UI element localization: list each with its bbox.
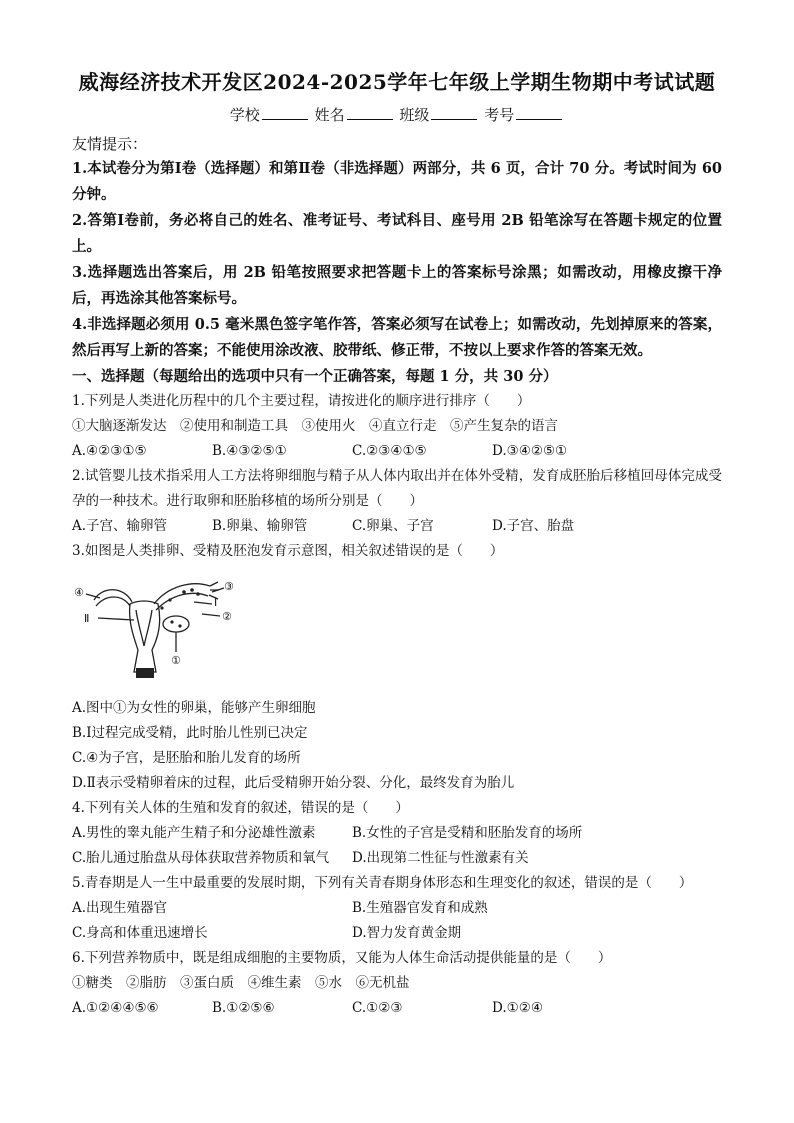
- question-1-stem: 1.下列是人类进化历程中的几个主要过程，请按进化的顺序进行排序（ ）: [72, 393, 531, 409]
- uterus-outline: [130, 601, 160, 672]
- q1-option-d: D.③④②⑤①: [492, 443, 568, 459]
- label-I: Ⅰ: [214, 596, 218, 609]
- q2-option-b: B.卵巢、输卵管: [212, 518, 308, 534]
- q3-option-d: D.Ⅱ表示受精卵着床的过程，此后受精卵开始分裂、分化，最终发育为胎儿: [72, 775, 515, 791]
- q6-option-d: D.①②④: [492, 1000, 543, 1016]
- q2-option-a: A.子宫、输卵管: [72, 518, 168, 534]
- class-blank: [431, 105, 477, 120]
- q3-option-c: C.④为子宫，是胚胎和胎儿发育的场所: [72, 750, 301, 766]
- label-4: ④: [74, 586, 84, 599]
- q5-option-c: C.身高和体重迅速增长: [72, 925, 208, 941]
- exam-title: 威海经济技术开发区2024-2025学年七年级上学期生物期中考试试题: [78, 70, 716, 94]
- q6-option-b: B.①②⑤⑥: [212, 1000, 275, 1016]
- pointer-2: [202, 614, 220, 616]
- exam-number-label: 考号: [484, 106, 515, 124]
- q1-option-b: B.④③②⑤①: [212, 443, 287, 459]
- q4-option-b: B.女性的子宫是受精和胚胎发育的场所: [352, 825, 583, 841]
- question-6-stem: 6.下列营养物质中，既是组成细胞的主要物质，又能为人体生命活动提供能量的是（ ）: [72, 950, 612, 966]
- section-heading: 一、选择题（每题给出的选项中只有一个正确答案，每题 1 分，共 30 分）: [72, 368, 558, 385]
- ovary-shape: [163, 616, 189, 632]
- pointer-I: [194, 602, 212, 604]
- tips-heading: 友情提示：: [72, 135, 148, 153]
- q4-option-c: C.胎儿通过胎盘从母体获取营养物质和氧气: [72, 850, 330, 866]
- question-4-stem: 4.下列有关人体的生殖和发育的叙述，错误的是（ ）: [72, 800, 409, 816]
- label-3: ③: [224, 580, 234, 593]
- question-5-options: [72, 896, 722, 946]
- q5-option-b: B.生殖器官发育和成熟: [352, 900, 488, 916]
- label-II: Ⅱ: [84, 612, 90, 625]
- question-2-options: [72, 514, 722, 539]
- question-6-items: ①糖类 ②脂肪 ③蛋白质 ④维生素 ⑤水 ⑥无机盐: [72, 975, 410, 991]
- exam-number-blank: [516, 105, 562, 120]
- question-5-stem: 5.青春期是人一生中最重要的发展时期，下列有关青春期身体形态和生理变化的叙述，错误的是（ ）: [72, 875, 693, 891]
- q2-option-c: C.卵巢、子宫: [352, 518, 434, 534]
- q2-option-d: D.子宫、胎盘: [492, 518, 575, 534]
- right-tube-inner-line: [156, 593, 208, 610]
- q3-option-a: A.图中①为女性的卵巢，能够产生卵细胞: [72, 700, 316, 716]
- school-label: 学校: [229, 106, 260, 124]
- vagina-block: [136, 668, 154, 678]
- school-blank: [262, 105, 308, 120]
- student-info-line: [72, 104, 722, 126]
- name-blank: [347, 105, 393, 120]
- q6-option-a: A.①②④④⑤⑥: [72, 1000, 159, 1016]
- tip-2: 2.答第Ⅰ卷前，务必将自己的姓名、准考证号、考试科目、座号用 2B 铅笔涂写在答题卡规定的位置上。: [72, 212, 722, 255]
- q5-option-a: A.出现生殖器官: [72, 900, 168, 916]
- q6-option-c: C.①②③: [352, 1000, 403, 1016]
- question-1-options: [72, 439, 722, 464]
- reproduction-diagram: [72, 572, 252, 684]
- left-tube-line: [94, 590, 132, 602]
- q4-option-d: D.出现第二性征与性激素有关: [352, 850, 529, 866]
- left-tube-inner-line: [96, 597, 130, 606]
- question-2-stem: 2.试管婴儿技术指采用人工方法将卵细胞与精子从人体内取出并在体外受精，发育成胚胎后移植回母体完成受孕的一种技术。进行取卵和胚胎移植的场所分别是（ ）: [72, 468, 722, 509]
- question-1-items: ①大脑逐渐发达 ②使用和制造工具 ③使用火 ④直立行走 ⑤产生复杂的语言: [72, 418, 558, 434]
- q3-option-b: B.Ⅰ过程完成受精，此时胎儿性别已决定: [72, 725, 308, 741]
- tip-4: 4.非选择题必须用 0.5 毫米黑色签字笔作答，答案必须写在试卷上；如需改动，先划掉原来的答案，然后再写上新的答案；不能使用涂改液、胶带纸、修正带，不按以上要求作答的答案无效。: [72, 316, 722, 359]
- q4-option-a: A.男性的睾丸能产生精子和分泌雄性激素: [72, 825, 316, 841]
- uterus-cavity-line: [136, 610, 152, 646]
- name-label: 姓名: [314, 106, 345, 124]
- label-2: ②: [222, 610, 232, 623]
- tip-1: 1.本试卷分为第Ⅰ卷（选择题）和第Ⅱ卷（非选择题）两部分，共 6 页，合计 70 分。考试时间为 60 分钟。: [72, 160, 722, 203]
- class-label: 班级: [399, 106, 430, 124]
- question-3-stem: 3.如图是人类排卵、受精及胚泡发育示意图，相关叙述错误的是（ ）: [72, 543, 504, 559]
- tip-3: 3.选择题选出答案后，用 2B 铅笔按照要求把答题卡上的答案标号涂黑；如需改动，用橡皮擦干净后，再选涂其他答案标号。: [72, 264, 722, 307]
- q1-option-a: A.④②③①⑤: [72, 443, 147, 459]
- question-6-options: [72, 996, 722, 1021]
- question-4-options: [72, 821, 722, 871]
- pointer-II: [98, 618, 134, 620]
- q1-option-c: C.②③④①⑤: [352, 443, 427, 459]
- q5-option-d: D.智力发育黄金期: [352, 925, 462, 941]
- label-1: ①: [171, 654, 181, 667]
